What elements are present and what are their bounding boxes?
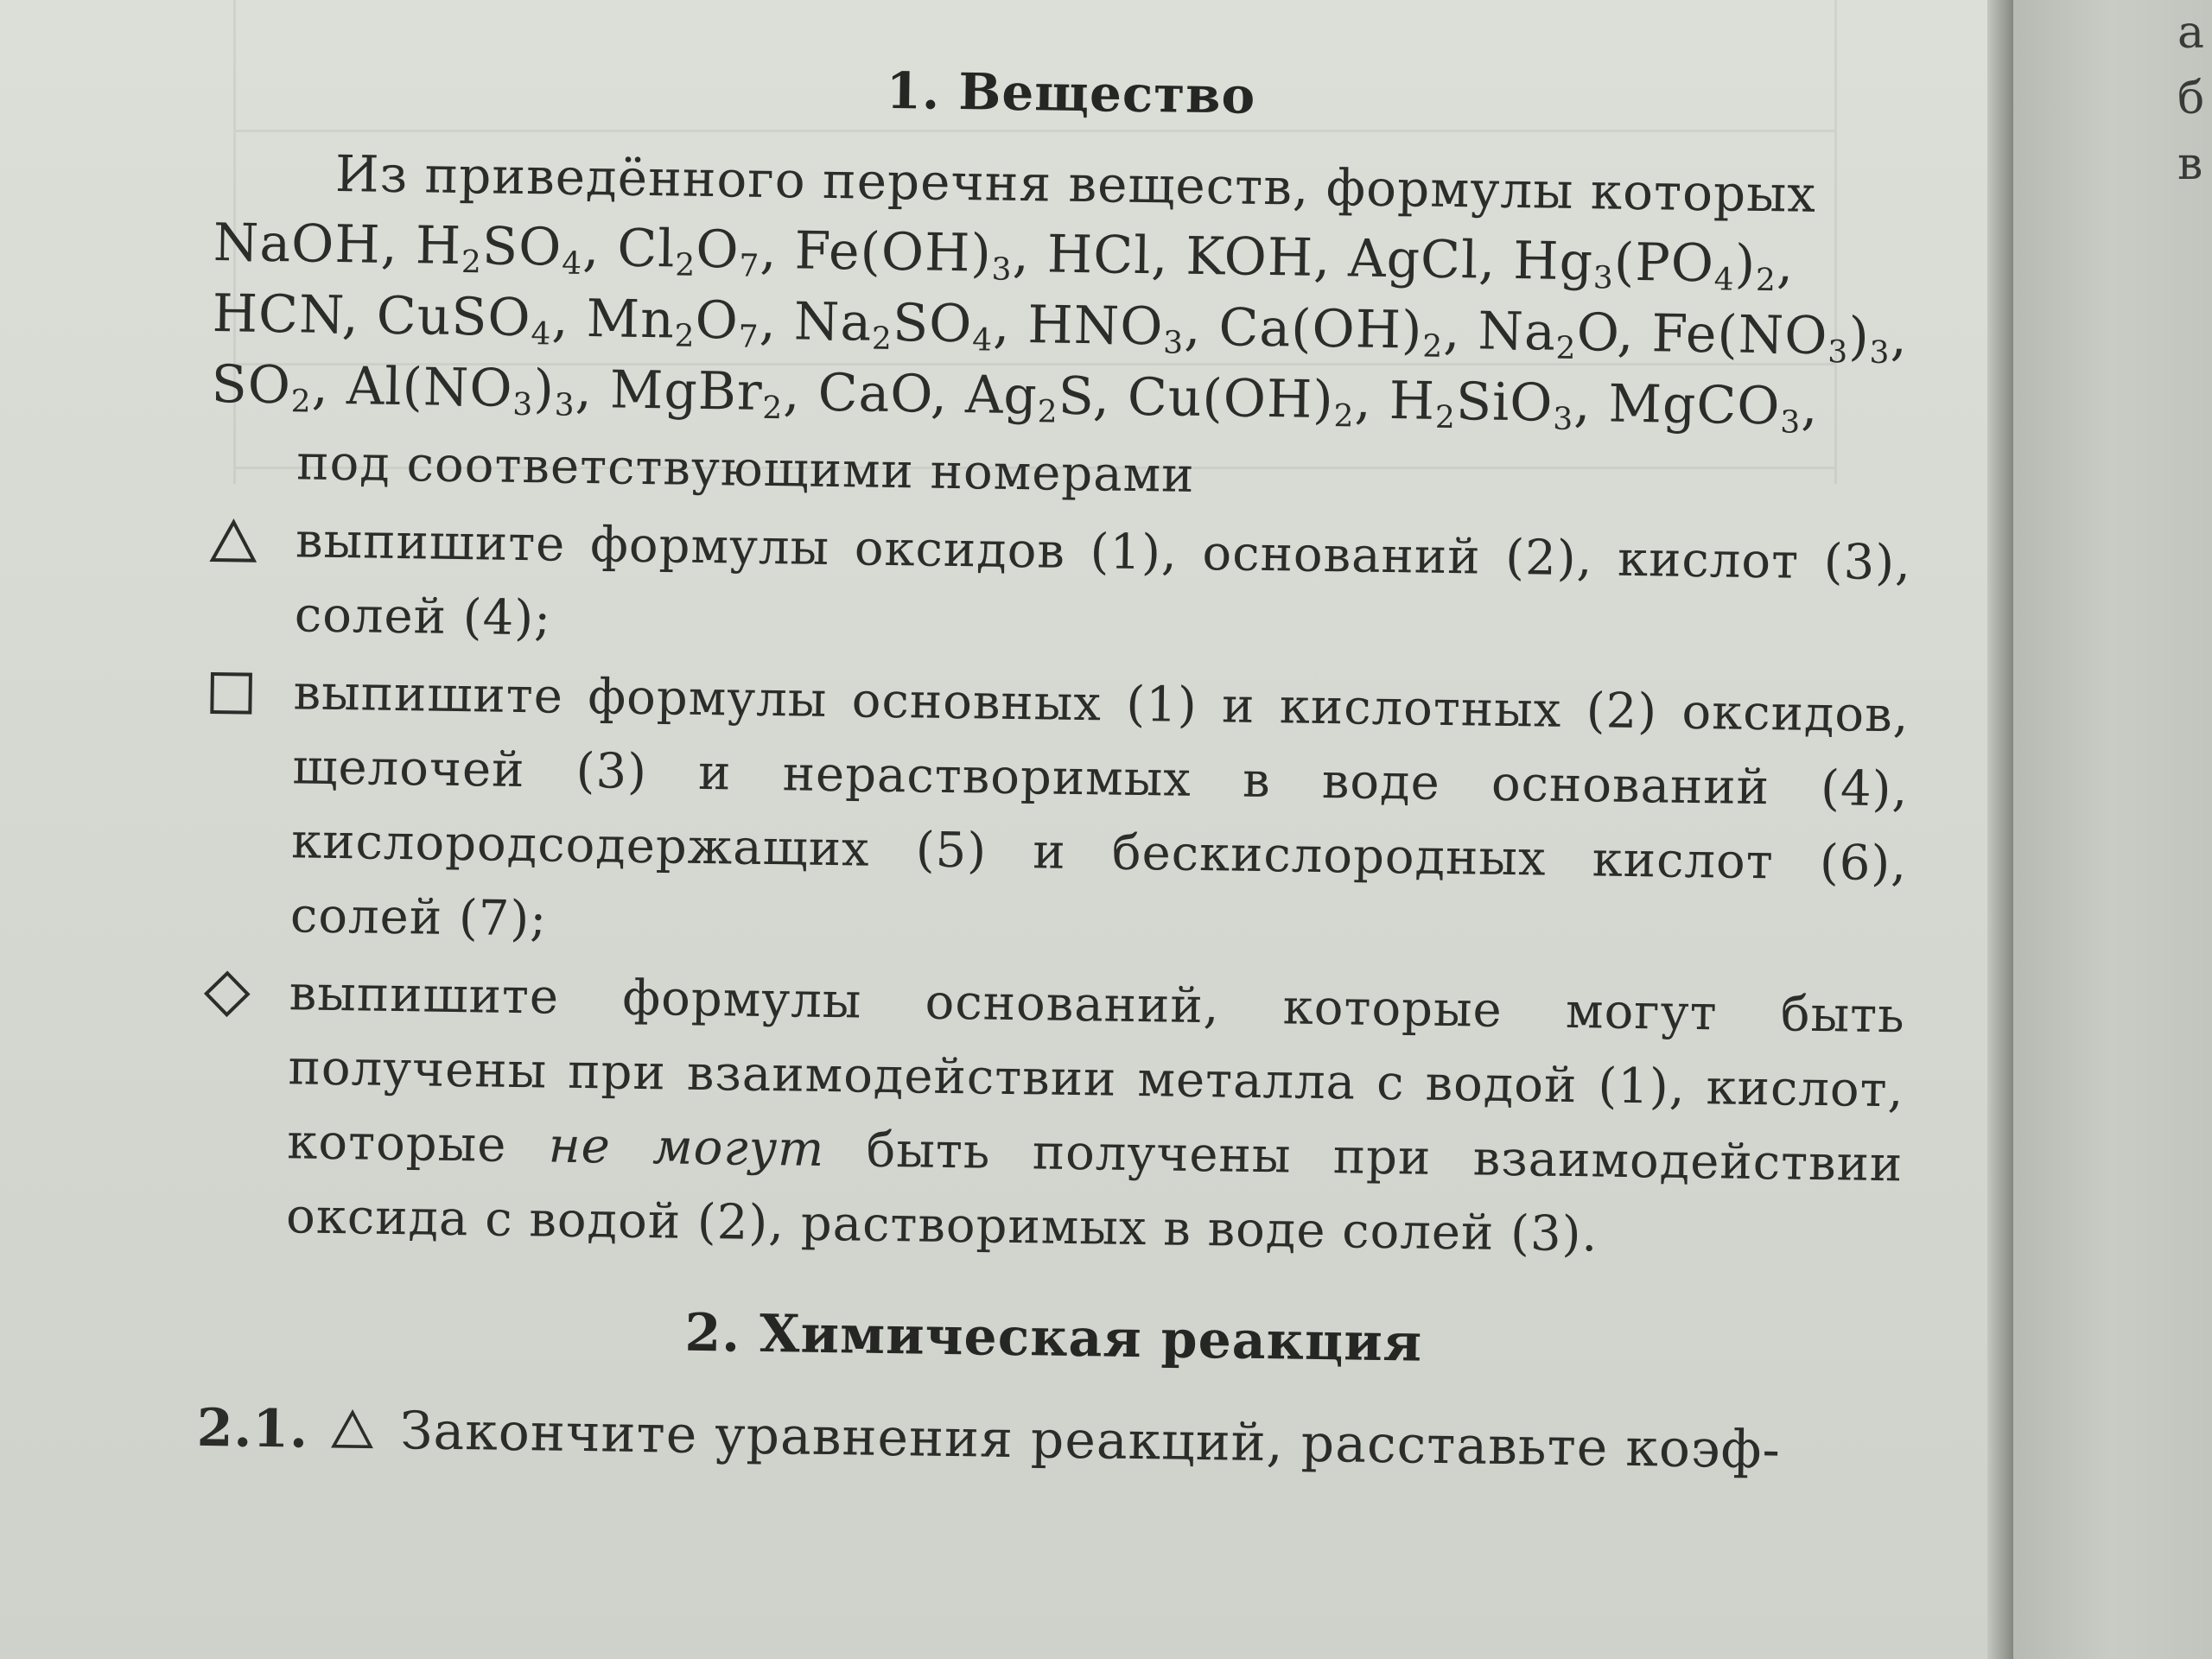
triangle-icon [209, 517, 258, 566]
chemical-formula: AgCl [1347, 228, 1479, 291]
chemical-formula: $Cl_2O_7$ [616, 218, 760, 284]
task-diamond [200, 956, 1906, 1276]
chemical-formula: $Ag_2S$ [964, 365, 1094, 430]
task-2-1-number: 2.1. [196, 1397, 309, 1460]
right-letter: а [2177, 7, 2205, 59]
chemical-formula: HCl [1046, 224, 1152, 287]
chemical-formula: HCN [212, 283, 343, 346]
chemical-formula: $Al(NO_3)_3$ [346, 356, 575, 423]
chemical-formula: $Hg_3(PO_4)_2$ [1512, 230, 1777, 299]
diamond-icon [202, 969, 251, 1019]
formula-list: NaOH, $H_2SO_4$, $Cl_2O_7$, $Fe(OH)_3$, HCl, KOH, AgCl, $Hg_3(PO_4)_2$, HCN, CuSO$_4$, $Mn_2O_7$, $Na_2SO_4$, $HNO_3$, $Ca(OH)_2$, $Na_2O$, $Fe(NO_3)_3$, $SO_2$, $Al(NO_3)_3$, MgBr$_2$, CaO, $Ag_2S$, $Cu(OH)_2$, $H_2SiO_3$, MgCO$_3$, [211, 212, 1909, 441]
intro-text: Из приведённого перечня веществ, формулы которых [334, 143, 1817, 224]
chemical-formula: $Na_2O$ [1478, 301, 1618, 367]
right-letter: б [2177, 73, 2205, 124]
right-letter: в [2177, 138, 2203, 190]
task-square-text: выпишите формулы основных (1) и кислотных (2) оксидов, щелочей (3) и нерастворимых в воде оснований (4), кислородсодержащих (5) и бескислородных кислот (6), солей (7); [289, 664, 1910, 948]
task-triangle-text: выпишите формулы оксидов (1), оснований (2), кислот (3), солей (4); [294, 512, 1912, 647]
chemical-formula: $HNO_3$ [1027, 295, 1185, 361]
chemical-formula: $Fe(OH)_3$ [794, 220, 1013, 288]
right-page-letters [2177, 0, 2204, 197]
chemical-formula: NaOH [213, 212, 382, 276]
chemical-formula: $SO_2$ [211, 353, 312, 420]
chemical-formula: $H_2SiO_3$ [1389, 371, 1574, 437]
task-square [203, 655, 1910, 976]
chemical-formula: $Ca(OH)_2$ [1218, 297, 1444, 365]
chemical-formula: CaO [817, 362, 931, 425]
task-2-1 [196, 1391, 1908, 1490]
chemical-formula: $Na_2SO_4$ [793, 291, 994, 359]
chemical-formula: KOH [1185, 226, 1314, 289]
chemical-formula: CuSO$_4$ [376, 285, 552, 353]
under-numbers-text: под соответствующими номерами [296, 435, 1195, 504]
chemical-formula: $Cu(OH)_2$ [1127, 366, 1355, 435]
task-2-1-text: Закончите уравнения реакций, расставьте коэф- [399, 1401, 1782, 1481]
section-1-title: 1. Вещество [886, 60, 1256, 125]
chemical-formula: $Fe(NO_3)_3$ [1651, 303, 1891, 372]
task-diamond-emphasis: не могут [548, 1117, 825, 1178]
triangle-icon [331, 1408, 375, 1452]
task-triangle [207, 503, 1911, 675]
square-icon [207, 669, 256, 718]
section-2-title: 2. Химическая реакция [683, 1302, 1423, 1374]
right-page [2013, 0, 2212, 1659]
chemical-formula: $H_2SO_4$ [415, 215, 583, 282]
chemical-formula: MgBr$_2$ [609, 359, 784, 427]
task-diamond-text-a: выпишите формулы оснований, которые могут быть получены при взаимодействии металла с водой (1), кислот, которые [286, 965, 1906, 1174]
task-diamond-text-b: быть получены при взаимодействии оксида с водой (2), растворимых в воде солей (3). [285, 1121, 1904, 1263]
page-content [196, 52, 1927, 1489]
chemical-formula: $Mn_2O_7$ [586, 289, 760, 355]
page-gutter [1987, 0, 2013, 1659]
chemical-formula: MgCO$_3$ [1608, 373, 1802, 441]
